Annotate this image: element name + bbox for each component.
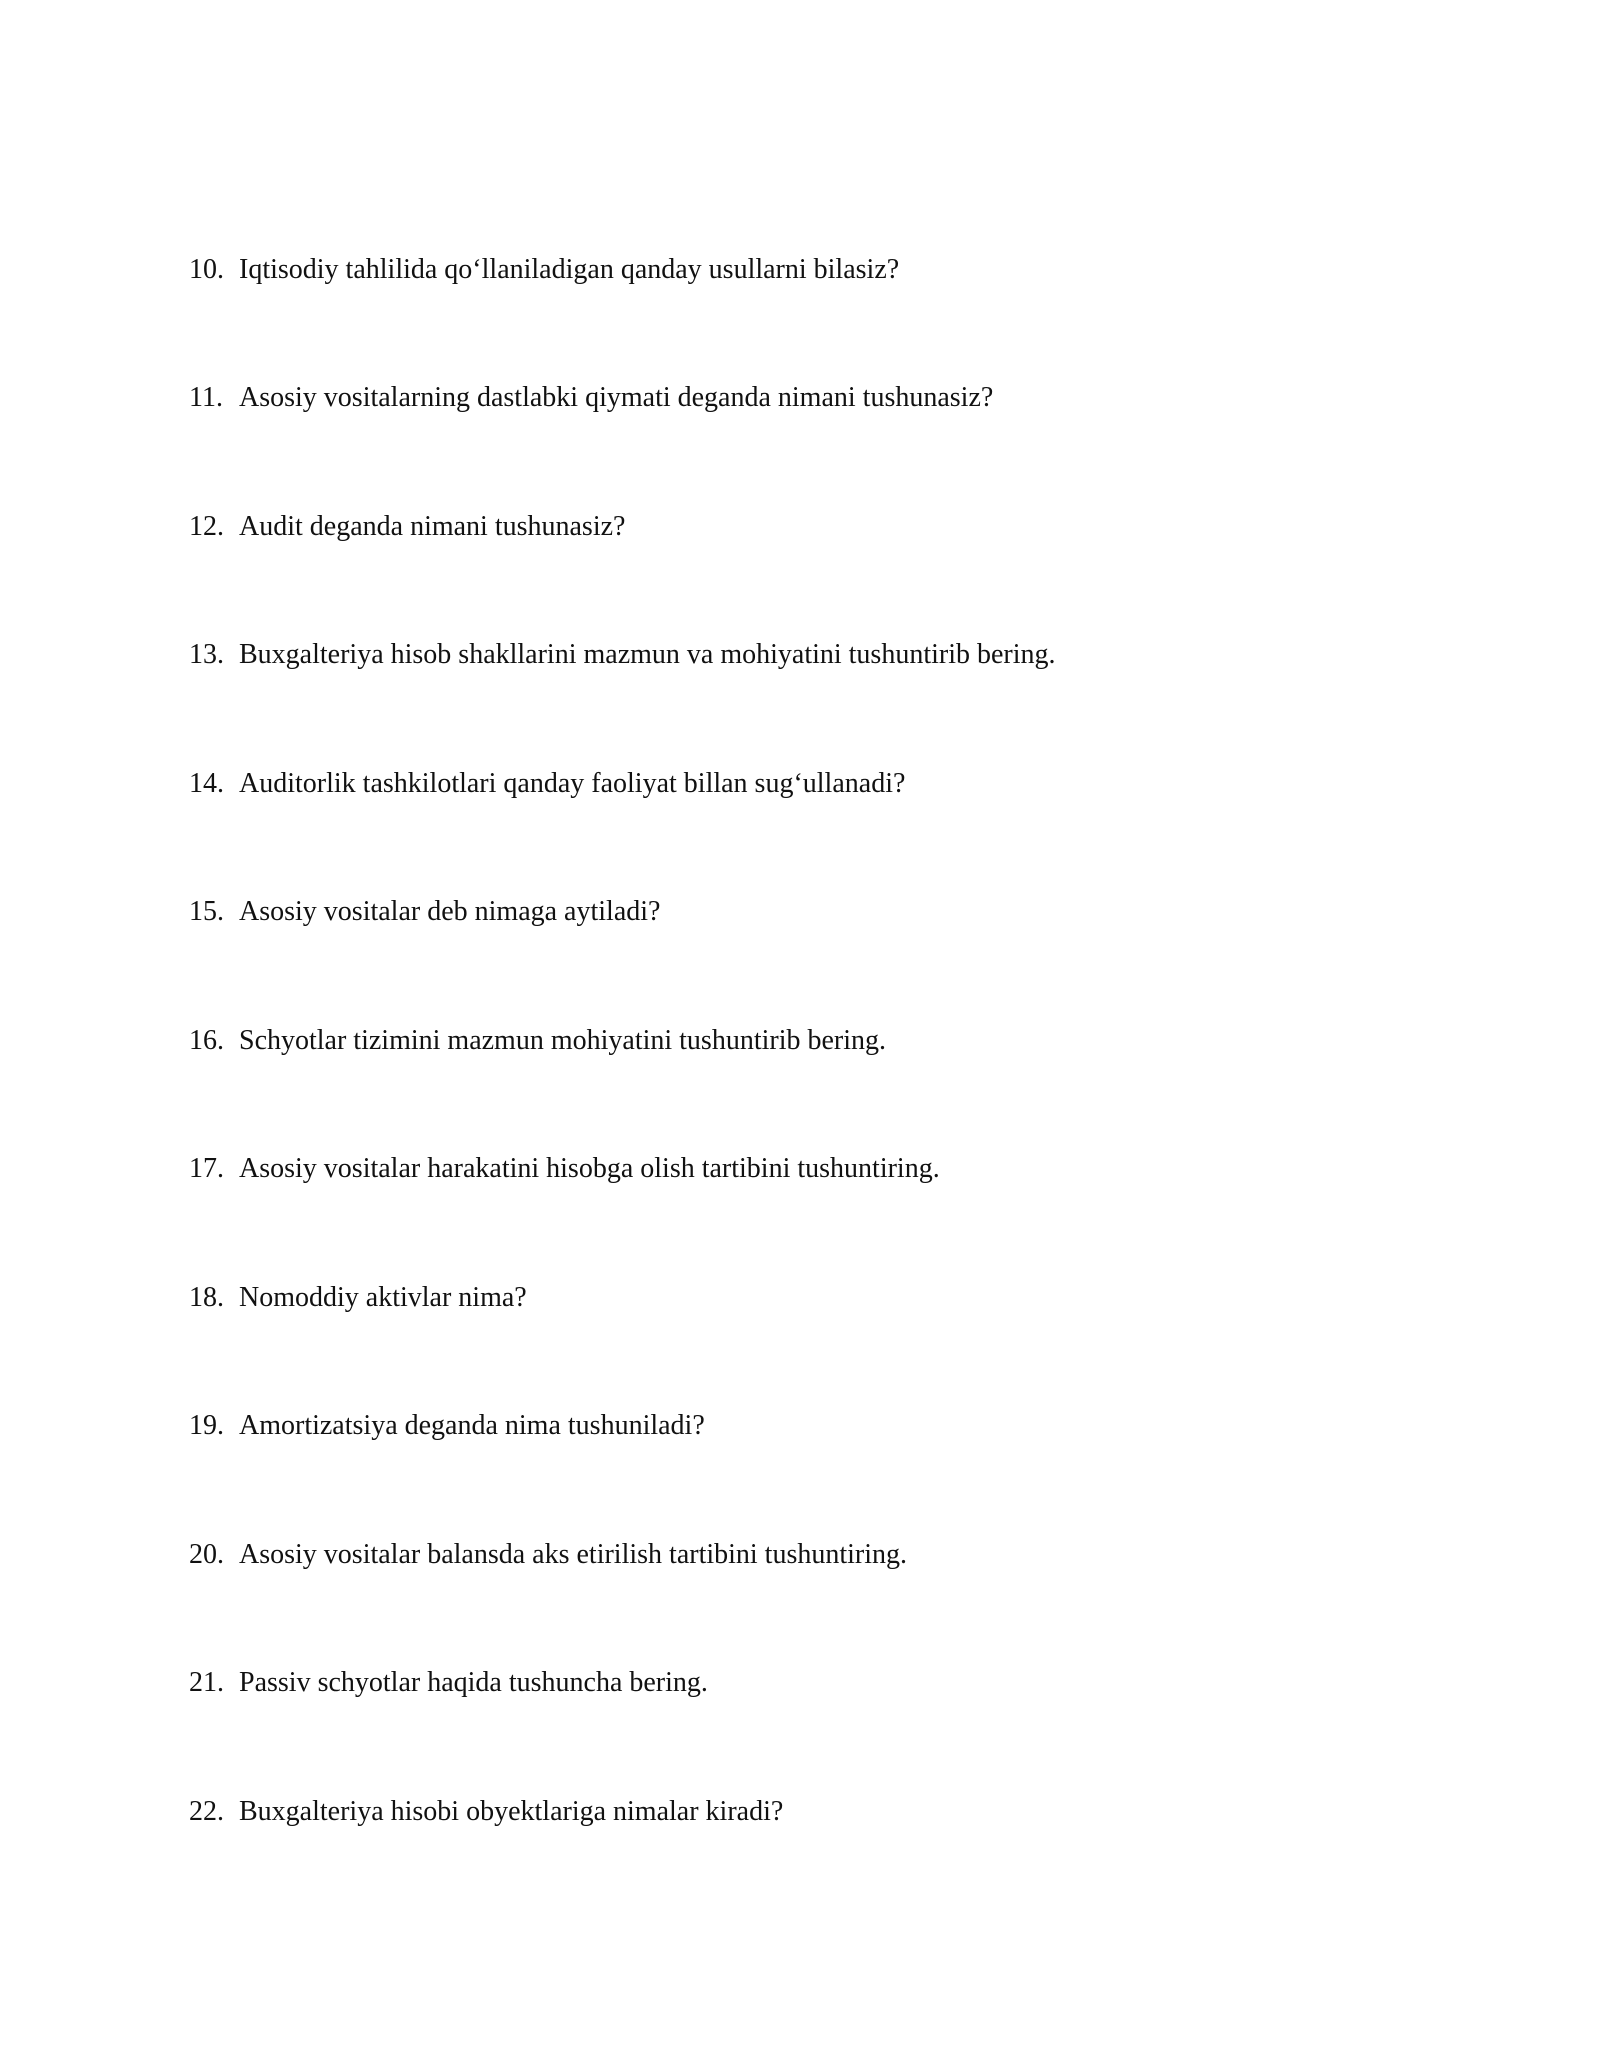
- question-item: [189, 1663, 708, 1703]
- question-number: 12.: [189, 511, 224, 542]
- question-item: [189, 635, 1056, 675]
- question-item: [189, 507, 625, 547]
- question-item: [189, 250, 899, 290]
- question-text: Asosiy vositalar harakatini hisobga olish tartibini tushuntiring.: [239, 1153, 940, 1184]
- question-text: Audit deganda nimani tushunasiz?: [239, 511, 626, 542]
- question-text: Buxgalteriya hisobi obyektlariga nimalar kiradi?: [239, 1796, 784, 1827]
- question-item: [189, 1278, 527, 1318]
- question-item: [189, 1021, 886, 1061]
- question-number: 14.: [189, 768, 224, 799]
- question-number: 13.: [189, 639, 224, 670]
- question-text: Amortizatsiya deganda nima tushuniladi?: [239, 1410, 705, 1441]
- question-item: [189, 1792, 783, 1832]
- question-number: 22.: [189, 1796, 224, 1827]
- question-text: Asosiy vositalarning dastlabki qiymati deganda nimani tushunasiz?: [239, 382, 994, 413]
- question-number: 20.: [189, 1539, 224, 1570]
- question-item: [189, 764, 905, 804]
- question-text: Passiv schyotlar haqida tushuncha bering.: [239, 1667, 708, 1698]
- question-text: Asosiy vositalar balansda aks etirilish tartibini tushuntiring.: [239, 1539, 908, 1570]
- question-item: [189, 1535, 907, 1575]
- question-number: 21.: [189, 1667, 224, 1698]
- question-number: 10.: [189, 254, 224, 285]
- question-text: Auditorlik tashkilotlari qanday faoliyat billan sug‘ullanadi?: [239, 768, 906, 799]
- question-text: Schyotlar tizimini mazmun mohiyatini tushuntirib bering.: [239, 1025, 887, 1056]
- question-text: Nomoddiy aktivlar nima?: [239, 1282, 527, 1313]
- question-item: [189, 378, 993, 418]
- question-number: 11.: [189, 382, 223, 413]
- question-number: 17.: [189, 1153, 224, 1184]
- question-text: Asosiy vositalar deb nimaga aytiladi?: [239, 896, 661, 927]
- question-number: 18.: [189, 1282, 224, 1313]
- question-number: 15.: [189, 896, 224, 927]
- question-number: 16.: [189, 1025, 224, 1056]
- question-number: 19.: [189, 1410, 224, 1441]
- question-item: [189, 1406, 705, 1446]
- question-text: Iqtisodiy tahlilida qo‘llaniladigan qanday usullarni bilasiz?: [239, 254, 900, 285]
- question-item: [189, 1149, 940, 1189]
- question-text: Buxgalteriya hisob shakllarini mazmun va mohiyatini tushuntirib bering.: [239, 639, 1056, 670]
- question-item: [189, 892, 660, 932]
